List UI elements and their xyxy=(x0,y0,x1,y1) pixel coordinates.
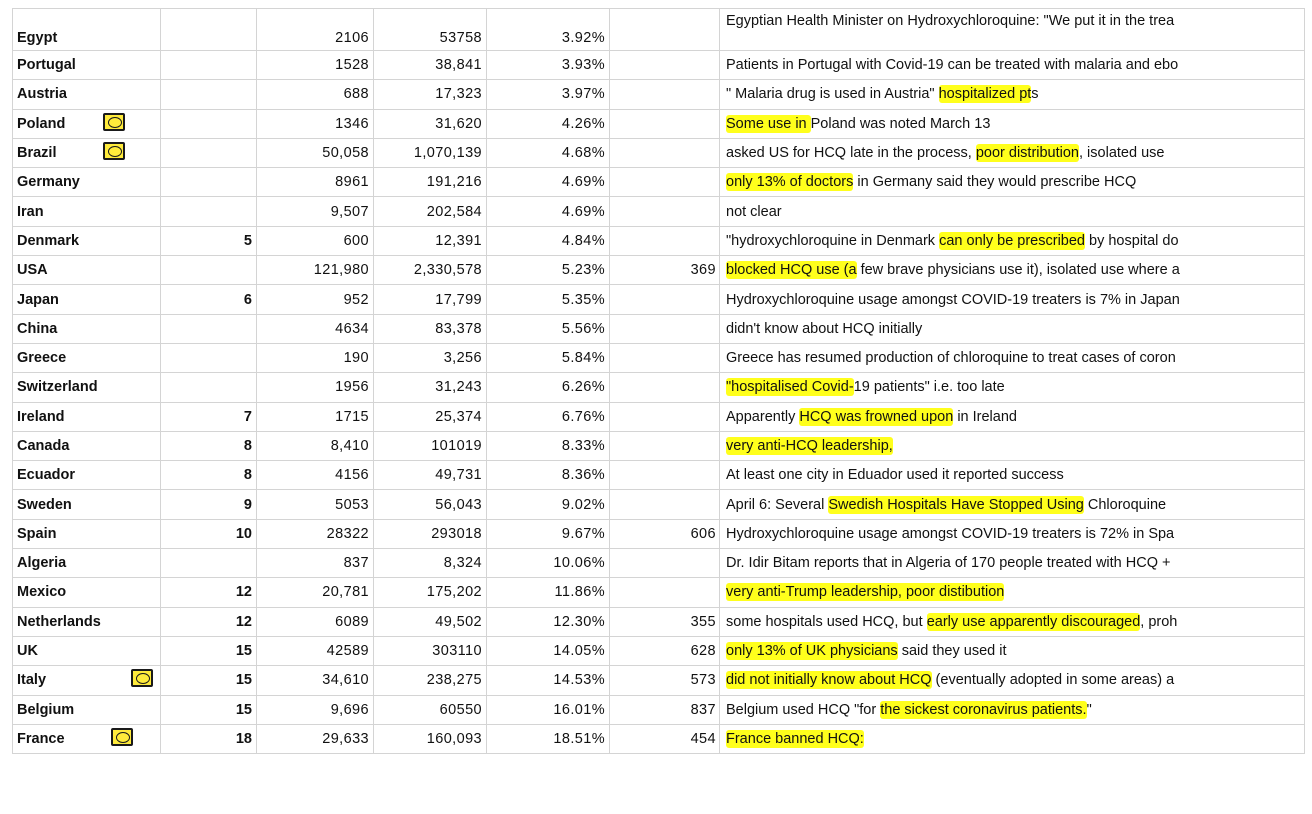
cases-cell[interactable]: 2,330,578 xyxy=(374,256,487,285)
table-row xyxy=(13,197,1305,226)
country-cell[interactable]: Brazil xyxy=(13,138,161,167)
note-text: Poland was noted March 13 xyxy=(810,115,991,132)
highlighted-text: Swedish Hospitals Have Stopped Using xyxy=(828,496,1084,513)
rank-cell[interactable] xyxy=(161,197,257,226)
note-cell[interactable] xyxy=(720,431,1305,460)
table-row xyxy=(13,549,1305,578)
cases-cell[interactable]: 83,378 xyxy=(374,314,487,343)
note-text: said they used it xyxy=(897,643,1007,660)
cases-cell[interactable]: 60550 xyxy=(374,695,487,724)
rate-cell[interactable]: 4.68% xyxy=(487,138,610,167)
table-row xyxy=(13,138,1305,167)
note-cell[interactable] xyxy=(720,402,1305,431)
cases-cell[interactable]: 12,391 xyxy=(374,226,487,255)
note-text: not clear xyxy=(726,203,782,220)
cases-cell[interactable]: 31,620 xyxy=(374,109,487,138)
rate-cell[interactable]: 10.06% xyxy=(487,549,610,578)
reference-cell[interactable]: 454 xyxy=(610,724,720,753)
rank-cell[interactable]: 9 xyxy=(161,490,257,519)
rank-cell[interactable] xyxy=(161,51,257,80)
rate-cell[interactable]: 9.67% xyxy=(487,519,610,548)
table-row xyxy=(13,256,1305,285)
country-cell[interactable]: Mexico xyxy=(13,578,161,607)
note-cell[interactable] xyxy=(720,343,1305,372)
cases-cell[interactable]: 191,216 xyxy=(374,168,487,197)
rate-cell[interactable]: 4.84% xyxy=(487,226,610,255)
note-text: Apparently xyxy=(726,408,800,425)
rank-cell[interactable] xyxy=(161,168,257,197)
country-cell[interactable]: Denmark xyxy=(13,226,161,255)
reference-cell[interactable]: 573 xyxy=(610,666,720,695)
cases-cell[interactable]: 38,841 xyxy=(374,51,487,80)
reference-cell[interactable] xyxy=(610,461,720,490)
country-cell[interactable]: Ecuador xyxy=(13,461,161,490)
rate-cell[interactable]: 8.36% xyxy=(487,461,610,490)
note-text: s xyxy=(1031,86,1039,103)
cases-cell[interactable]: 1,070,139 xyxy=(374,138,487,167)
rate-cell[interactable]: 14.53% xyxy=(487,666,610,695)
note-cell[interactable] xyxy=(720,549,1305,578)
rate-cell[interactable]: 8.33% xyxy=(487,431,610,460)
note-cell[interactable] xyxy=(720,80,1305,109)
highlighted-text: France banned HCQ: xyxy=(726,730,864,747)
deaths-cell[interactable]: 121,980 xyxy=(257,256,374,285)
table-row xyxy=(13,51,1305,80)
reference-cell[interactable] xyxy=(610,197,720,226)
note-cell[interactable] xyxy=(720,256,1305,285)
rank-cell[interactable]: 8 xyxy=(161,461,257,490)
spreadsheet-table xyxy=(12,8,1305,754)
rate-cell[interactable]: 11.86% xyxy=(487,578,610,607)
highlighted-text: the sickest coronavirus patients. xyxy=(880,701,1087,718)
note-text: " Malaria drug is used in Austria" xyxy=(726,86,939,103)
rate-cell[interactable]: 9.02% xyxy=(487,490,610,519)
note-cell[interactable] xyxy=(720,51,1305,80)
reference-cell[interactable] xyxy=(610,226,720,255)
note-text: few brave physicians use it), isolated use where a xyxy=(856,262,1180,279)
reference-cell[interactable]: 628 xyxy=(610,636,720,665)
note-text: in Germany said they would prescribe HCQ xyxy=(853,174,1137,191)
note-cell[interactable] xyxy=(720,197,1305,226)
rank-cell[interactable] xyxy=(161,314,257,343)
country-cell[interactable]: France xyxy=(13,724,161,753)
deaths-cell[interactable]: 20,781 xyxy=(257,578,374,607)
cases-cell[interactable]: 303110 xyxy=(374,636,487,665)
country-cell[interactable]: Italy xyxy=(13,666,161,695)
note-text: Hydroxychloroquine usage amongst COVID-19 treaters is 7% in Japan xyxy=(726,291,1180,308)
country-cell[interactable]: Portugal xyxy=(13,51,161,80)
reference-cell[interactable]: 355 xyxy=(610,607,720,636)
cases-cell[interactable]: 175,202 xyxy=(374,578,487,607)
reference-cell[interactable] xyxy=(610,343,720,372)
deaths-cell[interactable]: 34,610 xyxy=(257,666,374,695)
note-cell[interactable] xyxy=(720,724,1305,753)
highlighted-text: very anti-Trump leadership, poor distibution xyxy=(726,584,1005,601)
deaths-cell[interactable]: 1715 xyxy=(257,402,374,431)
rate-cell[interactable]: 18.51% xyxy=(487,724,610,753)
note-text: , isolated use xyxy=(1079,145,1165,162)
table-row xyxy=(13,402,1305,431)
cases-cell[interactable]: 17,799 xyxy=(374,285,487,314)
cases-cell[interactable]: 31,243 xyxy=(374,373,487,402)
rate-cell[interactable]: 3.93% xyxy=(487,51,610,80)
cases-cell[interactable]: 17,323 xyxy=(374,80,487,109)
reference-cell[interactable] xyxy=(610,578,720,607)
deaths-cell[interactable]: 4156 xyxy=(257,461,374,490)
cases-cell[interactable]: 202,584 xyxy=(374,197,487,226)
deaths-cell[interactable]: 2106 xyxy=(257,9,374,51)
deaths-cell[interactable]: 837 xyxy=(257,549,374,578)
comment-bubble-icon[interactable] xyxy=(103,142,125,160)
reference-cell[interactable] xyxy=(610,490,720,519)
country-cell[interactable]: Iran xyxy=(13,197,161,226)
rate-cell[interactable]: 16.01% xyxy=(487,695,610,724)
deaths-cell[interactable]: 1528 xyxy=(257,51,374,80)
note-text: some hospitals used HCQ, but xyxy=(726,613,927,630)
country-cell[interactable]: Japan xyxy=(13,285,161,314)
comment-bubble-icon[interactable] xyxy=(131,669,153,687)
table-row xyxy=(13,666,1305,695)
note-cell[interactable] xyxy=(720,490,1305,519)
note-text: Greece has resumed production of chloroquine to treat cases of coron xyxy=(726,350,1176,367)
deaths-cell[interactable]: 600 xyxy=(257,226,374,255)
cases-cell[interactable]: 56,043 xyxy=(374,490,487,519)
note-cell[interactable] xyxy=(720,168,1305,197)
note-text: Belgium used HCQ "for xyxy=(726,701,881,718)
rate-cell[interactable]: 12.30% xyxy=(487,607,610,636)
reference-cell[interactable] xyxy=(610,9,720,51)
rank-cell[interactable]: 12 xyxy=(161,607,257,636)
deaths-cell[interactable]: 4634 xyxy=(257,314,374,343)
table-row xyxy=(13,285,1305,314)
note-text: , proh xyxy=(1140,613,1178,630)
country-cell[interactable]: Egypt xyxy=(13,9,161,51)
country-cell[interactable]: Switzerland xyxy=(13,373,161,402)
note-text: Chloroquine xyxy=(1083,496,1167,513)
note-cell[interactable] xyxy=(720,578,1305,607)
rank-cell[interactable]: 15 xyxy=(161,636,257,665)
deaths-cell[interactable]: 50,058 xyxy=(257,138,374,167)
rank-cell[interactable]: 18 xyxy=(161,724,257,753)
table-row xyxy=(13,80,1305,109)
deaths-cell[interactable]: 1956 xyxy=(257,373,374,402)
deaths-cell[interactable]: 190 xyxy=(257,343,374,372)
note-text: Hydroxychloroquine usage amongst COVID-19 treaters is 72% in Spa xyxy=(726,525,1175,542)
note-text: Egyptian Health Minister on Hydroxychloroquine: "We put it in the trea xyxy=(726,13,1175,29)
note-cell[interactable] xyxy=(720,519,1305,548)
note-text: by hospital do xyxy=(1085,232,1179,249)
note-cell[interactable] xyxy=(720,695,1305,724)
table-row xyxy=(13,226,1305,255)
rank-cell[interactable] xyxy=(161,80,257,109)
reference-cell[interactable] xyxy=(610,373,720,402)
note-text: asked US for HCQ late in the process, xyxy=(726,145,976,162)
table-row xyxy=(13,724,1305,753)
country-cell[interactable]: Spain xyxy=(13,519,161,548)
rank-cell[interactable] xyxy=(161,373,257,402)
note-cell[interactable] xyxy=(720,461,1305,490)
rank-cell[interactable]: 8 xyxy=(161,431,257,460)
note-text: in Ireland xyxy=(953,408,1017,425)
table-row xyxy=(13,490,1305,519)
note-text: " xyxy=(1086,701,1092,718)
deaths-cell[interactable]: 9,696 xyxy=(257,695,374,724)
rank-cell[interactable] xyxy=(161,256,257,285)
highlighted-text: only 13% of UK physicians xyxy=(726,643,898,660)
cases-cell[interactable]: 53758 xyxy=(374,9,487,51)
rate-cell[interactable]: 5.23% xyxy=(487,256,610,285)
reference-cell[interactable] xyxy=(610,431,720,460)
reference-cell[interactable] xyxy=(610,285,720,314)
rank-cell[interactable]: 10 xyxy=(161,519,257,548)
cases-cell[interactable]: 160,093 xyxy=(374,724,487,753)
reference-cell[interactable] xyxy=(610,402,720,431)
rate-cell[interactable]: 5.56% xyxy=(487,314,610,343)
note-text: At least one city in Eduador used it reported success xyxy=(726,467,1064,484)
cases-cell[interactable]: 238,275 xyxy=(374,666,487,695)
note-cell[interactable] xyxy=(720,636,1305,665)
cases-cell[interactable]: 101019 xyxy=(374,431,487,460)
country-cell[interactable]: Greece xyxy=(13,343,161,372)
deaths-cell[interactable]: 8961 xyxy=(257,168,374,197)
country-cell[interactable]: Sweden xyxy=(13,490,161,519)
reference-cell[interactable] xyxy=(610,168,720,197)
highlighted-text: Some use in xyxy=(726,115,811,132)
cases-cell[interactable]: 293018 xyxy=(374,519,487,548)
note-cell[interactable] xyxy=(720,109,1305,138)
comment-bubble-icon[interactable] xyxy=(111,728,133,746)
table-row xyxy=(13,314,1305,343)
note-cell[interactable] xyxy=(720,226,1305,255)
table-row xyxy=(13,461,1305,490)
note-cell[interactable] xyxy=(720,666,1305,695)
country-cell[interactable]: Ireland xyxy=(13,402,161,431)
country-cell[interactable]: UK xyxy=(13,636,161,665)
cases-cell[interactable]: 49,731 xyxy=(374,461,487,490)
note-cell[interactable] xyxy=(720,138,1305,167)
reference-cell[interactable] xyxy=(610,549,720,578)
rate-cell[interactable]: 4.69% xyxy=(487,197,610,226)
rate-cell[interactable]: 14.05% xyxy=(487,636,610,665)
highlighted-text: HCQ was frowned upon xyxy=(799,408,954,425)
table-row xyxy=(13,578,1305,607)
highlighted-text: only 13% of doctors xyxy=(726,174,854,191)
table-row xyxy=(13,168,1305,197)
table-row xyxy=(13,431,1305,460)
rank-cell[interactable] xyxy=(161,549,257,578)
cases-cell[interactable]: 3,256 xyxy=(374,343,487,372)
note-text: Dr. Idir Bitam reports that in Algeria of 170 people treated with HCQ + xyxy=(726,555,1171,572)
rank-cell[interactable]: 12 xyxy=(161,578,257,607)
rank-cell[interactable]: 15 xyxy=(161,666,257,695)
rate-cell[interactable]: 4.69% xyxy=(487,168,610,197)
deaths-cell[interactable]: 42589 xyxy=(257,636,374,665)
cases-cell[interactable]: 49,502 xyxy=(374,607,487,636)
highlighted-text: very anti-HCQ leadership, xyxy=(726,438,893,454)
deaths-cell[interactable]: 9,507 xyxy=(257,197,374,226)
country-cell[interactable]: Poland xyxy=(13,109,161,138)
deaths-cell[interactable]: 5053 xyxy=(257,490,374,519)
cases-cell[interactable]: 25,374 xyxy=(374,402,487,431)
deaths-cell[interactable]: 6089 xyxy=(257,607,374,636)
rank-cell[interactable]: 5 xyxy=(161,226,257,255)
highlighted-text: early use apparently discouraged xyxy=(926,613,1141,630)
deaths-cell[interactable]: 688 xyxy=(257,80,374,109)
rank-cell[interactable] xyxy=(161,138,257,167)
table-row xyxy=(13,343,1305,372)
country-cell[interactable]: Germany xyxy=(13,168,161,197)
deaths-cell[interactable]: 29,633 xyxy=(257,724,374,753)
reference-cell[interactable]: 369 xyxy=(610,256,720,285)
table-row xyxy=(13,636,1305,665)
rank-cell[interactable] xyxy=(161,109,257,138)
highlighted-text: blocked HCQ use (a xyxy=(726,262,857,279)
country-cell[interactable]: China xyxy=(13,314,161,343)
table-row xyxy=(13,9,1305,51)
rank-cell[interactable] xyxy=(161,343,257,372)
rank-cell[interactable]: 6 xyxy=(161,285,257,314)
note-text: "hydroxychloroquine in Denmark xyxy=(726,232,940,249)
country-cell[interactable]: Belgium xyxy=(13,695,161,724)
table-row xyxy=(13,109,1305,138)
highlighted-text: poor distribution xyxy=(975,145,1079,162)
rank-cell[interactable]: 7 xyxy=(161,402,257,431)
highlighted-text: "hospitalised Covid- xyxy=(726,379,854,396)
note-text: didn't know about HCQ initially xyxy=(726,320,923,337)
cases-cell[interactable]: 8,324 xyxy=(374,549,487,578)
note-cell[interactable] xyxy=(720,9,1305,51)
highlighted-text: did not initially know about HCQ xyxy=(726,672,932,689)
country-cell[interactable]: Netherlands xyxy=(13,607,161,636)
rank-cell[interactable] xyxy=(161,9,257,51)
table-row xyxy=(13,519,1305,548)
reference-cell[interactable]: 606 xyxy=(610,519,720,548)
deaths-cell[interactable]: 28322 xyxy=(257,519,374,548)
note-cell[interactable] xyxy=(720,373,1305,402)
table-row xyxy=(13,695,1305,724)
country-cell[interactable]: Algeria xyxy=(13,549,161,578)
comment-bubble-icon[interactable] xyxy=(103,113,125,131)
reference-cell[interactable] xyxy=(610,80,720,109)
rate-cell[interactable]: 6.76% xyxy=(487,402,610,431)
note-text: April 6: Several xyxy=(726,496,829,513)
note-cell[interactable] xyxy=(720,314,1305,343)
table-row xyxy=(13,373,1305,402)
deaths-cell[interactable]: 1346 xyxy=(257,109,374,138)
note-text: Patients in Portugal with Covid-19 can be treated with malaria and ebo xyxy=(726,57,1179,74)
highlighted-text: hospitalized pt xyxy=(938,86,1032,103)
rate-cell[interactable]: 4.26% xyxy=(487,109,610,138)
deaths-cell[interactable]: 8,410 xyxy=(257,431,374,460)
table-row xyxy=(13,607,1305,636)
rate-cell[interactable]: 3.92% xyxy=(487,9,610,51)
rate-cell[interactable]: 3.97% xyxy=(487,80,610,109)
rate-cell[interactable]: 5.35% xyxy=(487,285,610,314)
rank-cell[interactable]: 15 xyxy=(161,695,257,724)
note-cell[interactable] xyxy=(720,285,1305,314)
note-text: (eventually adopted in some areas) a xyxy=(931,672,1175,689)
reference-cell[interactable]: 837 xyxy=(610,695,720,724)
country-cell[interactable]: Austria xyxy=(13,80,161,109)
country-cell[interactable]: USA xyxy=(13,256,161,285)
reference-cell[interactable] xyxy=(610,138,720,167)
highlighted-text: can only be prescribed xyxy=(939,232,1085,249)
country-cell[interactable]: Canada xyxy=(13,431,161,460)
rate-cell[interactable]: 6.26% xyxy=(487,373,610,402)
reference-cell[interactable] xyxy=(610,51,720,80)
reference-cell[interactable] xyxy=(610,109,720,138)
deaths-cell[interactable]: 952 xyxy=(257,285,374,314)
rate-cell[interactable]: 5.84% xyxy=(487,343,610,372)
reference-cell[interactable] xyxy=(610,314,720,343)
note-text: 19 patients" i.e. too late xyxy=(853,379,1005,396)
note-cell[interactable] xyxy=(720,607,1305,636)
